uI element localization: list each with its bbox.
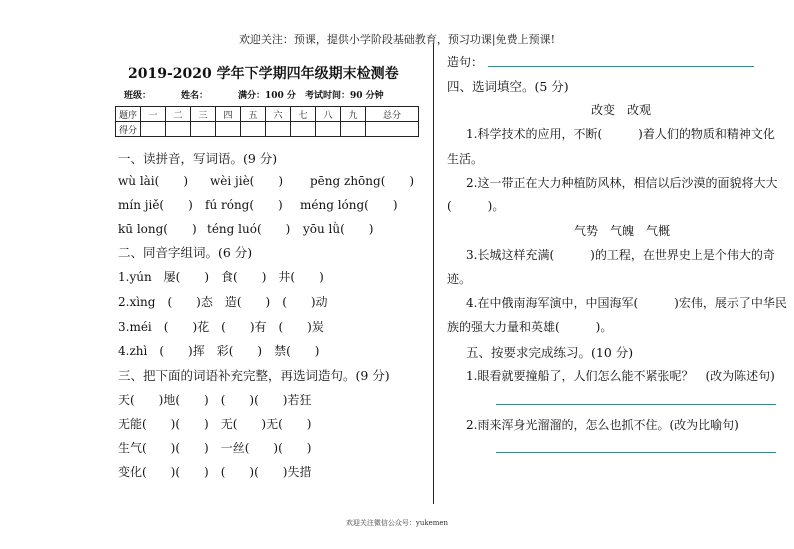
score-input-cell[interactable] [291, 122, 316, 137]
section-1-heading: 一、读拼音，写词语。(9 分) [118, 151, 278, 166]
score-table [115, 106, 419, 137]
fill-question-cont: 族的强大力量和英雄( )。 [447, 320, 613, 334]
pinyin-item: pēng zhōng( ) [310, 174, 415, 188]
homophone-row: 2.xìng ( )态 造( ) ( )动 [118, 295, 328, 309]
score-cell: 四 [216, 107, 241, 122]
answer-line[interactable] [496, 404, 776, 405]
idiom-row: 天( )地( ) ( )( )若狂 [118, 393, 312, 407]
homophone-row: 4.zhì ( )挥 彩( ) 禁( ) [118, 344, 320, 358]
make-sentence-label: 造句： [447, 55, 484, 69]
score-cell: 三 [191, 107, 216, 122]
fill-question-cont: 生活。 [447, 152, 484, 166]
fill-question: 4.在中俄南海军演中，中国海军( )宏伟，展示了中华民 [466, 296, 787, 310]
score-cell: 九 [341, 107, 366, 122]
pinyin-item: wù lài( ) [118, 174, 189, 188]
score-cell: 八 [316, 107, 341, 122]
pinyin-item: méng lóng( ) [300, 198, 398, 212]
score-input-cell[interactable] [191, 122, 216, 137]
pinyin-item: mín jiě( ) [118, 198, 193, 212]
score-input-cell[interactable] [341, 122, 366, 137]
fill-question: 2.这一带正在大力种植防风林，相信以后沙漠的面貌将大大 [466, 176, 778, 190]
score-cell: 七 [291, 107, 316, 122]
word-choices: 改变 改观 [591, 103, 652, 117]
pinyin-item: téng luó( ) [207, 222, 291, 236]
fill-question: 3.长城这样充满( )的工程，在世界史上是个伟大的奇 [466, 248, 775, 262]
word-choices: 气势 气魄 气概 [574, 224, 671, 238]
score-input-cell[interactable] [141, 122, 166, 137]
pinyin-item: fú róng( ) [205, 198, 283, 212]
score-input-cell[interactable] [266, 122, 291, 137]
transform-question: 2.雨来浑身光溜溜的，怎么也抓不住。(改为比喻句) [466, 418, 739, 432]
column-divider [433, 44, 434, 504]
page-title: 2019-2020 学年下学期四年级期末检测卷 [128, 66, 399, 82]
section-5-heading: 五、按要求完成练习。(10 分) [466, 345, 634, 360]
score-table-header-row [116, 107, 419, 122]
score-input-cell[interactable] [216, 122, 241, 137]
homophone-row: 3.méi ( )花 ( )有 ( )炭 [118, 320, 324, 334]
fill-question: 1.科学技术的应用，不断( )着人们的物质和精神文化 [466, 127, 775, 141]
section-2-heading: 二、同音字组词。(6 分) [118, 245, 253, 260]
score-cell: 总分 [366, 107, 419, 122]
section-3-heading: 三、把下面的词语补充完整，再选词造句。(9 分) [118, 368, 390, 383]
info-name: 姓名： [181, 91, 209, 101]
score-table-score-row [116, 122, 419, 137]
score-input-cell[interactable] [166, 122, 191, 137]
score-cell: 得分 [116, 122, 141, 137]
score-cell: 六 [266, 107, 291, 122]
footer-note: 欢迎关注微信公众号：yukemen [345, 519, 449, 527]
idiom-row: 变化( )( ) ( )( )失措 [118, 465, 312, 479]
pinyin-item: wèi jiè( ) [210, 174, 284, 188]
transform-question: 1.眼看就要撞船了，人们怎么能不紧张呢？ (改为陈述句) [466, 369, 775, 383]
answer-line[interactable] [488, 66, 754, 67]
info-time: 考试时间：90 分钟 [305, 91, 384, 101]
pinyin-item: kū long( ) [118, 222, 197, 236]
fill-question-cont: ( )。 [447, 199, 505, 213]
score-cell: 题序 [116, 107, 141, 122]
fill-question-cont: 迹。 [447, 272, 472, 286]
idiom-row: 生气( )( ) 一丝( )( ) [118, 441, 312, 455]
pinyin-item: yōu lǜ( ) [303, 222, 374, 236]
answer-line[interactable] [496, 452, 776, 453]
header-note: 欢迎关注：预课，提供小学阶段基础教育，预习功课|免费上预课! [238, 33, 556, 46]
section-4-heading: 四、选词填空。(5 分) [447, 79, 569, 94]
score-input-cell[interactable] [316, 122, 341, 137]
score-input-cell[interactable] [241, 122, 266, 137]
homophone-row: 1.yún 屡( ) 食( ) 井( ) [118, 270, 324, 284]
info-full-score: 满分：100 分 [238, 91, 296, 101]
idiom-row: 无能( )( ) 无( )无( ) [118, 417, 312, 431]
score-cell: 五 [241, 107, 266, 122]
score-cell: 一 [141, 107, 166, 122]
info-class: 班级： [124, 91, 152, 101]
score-cell: 二 [166, 107, 191, 122]
score-input-cell[interactable] [366, 122, 419, 137]
